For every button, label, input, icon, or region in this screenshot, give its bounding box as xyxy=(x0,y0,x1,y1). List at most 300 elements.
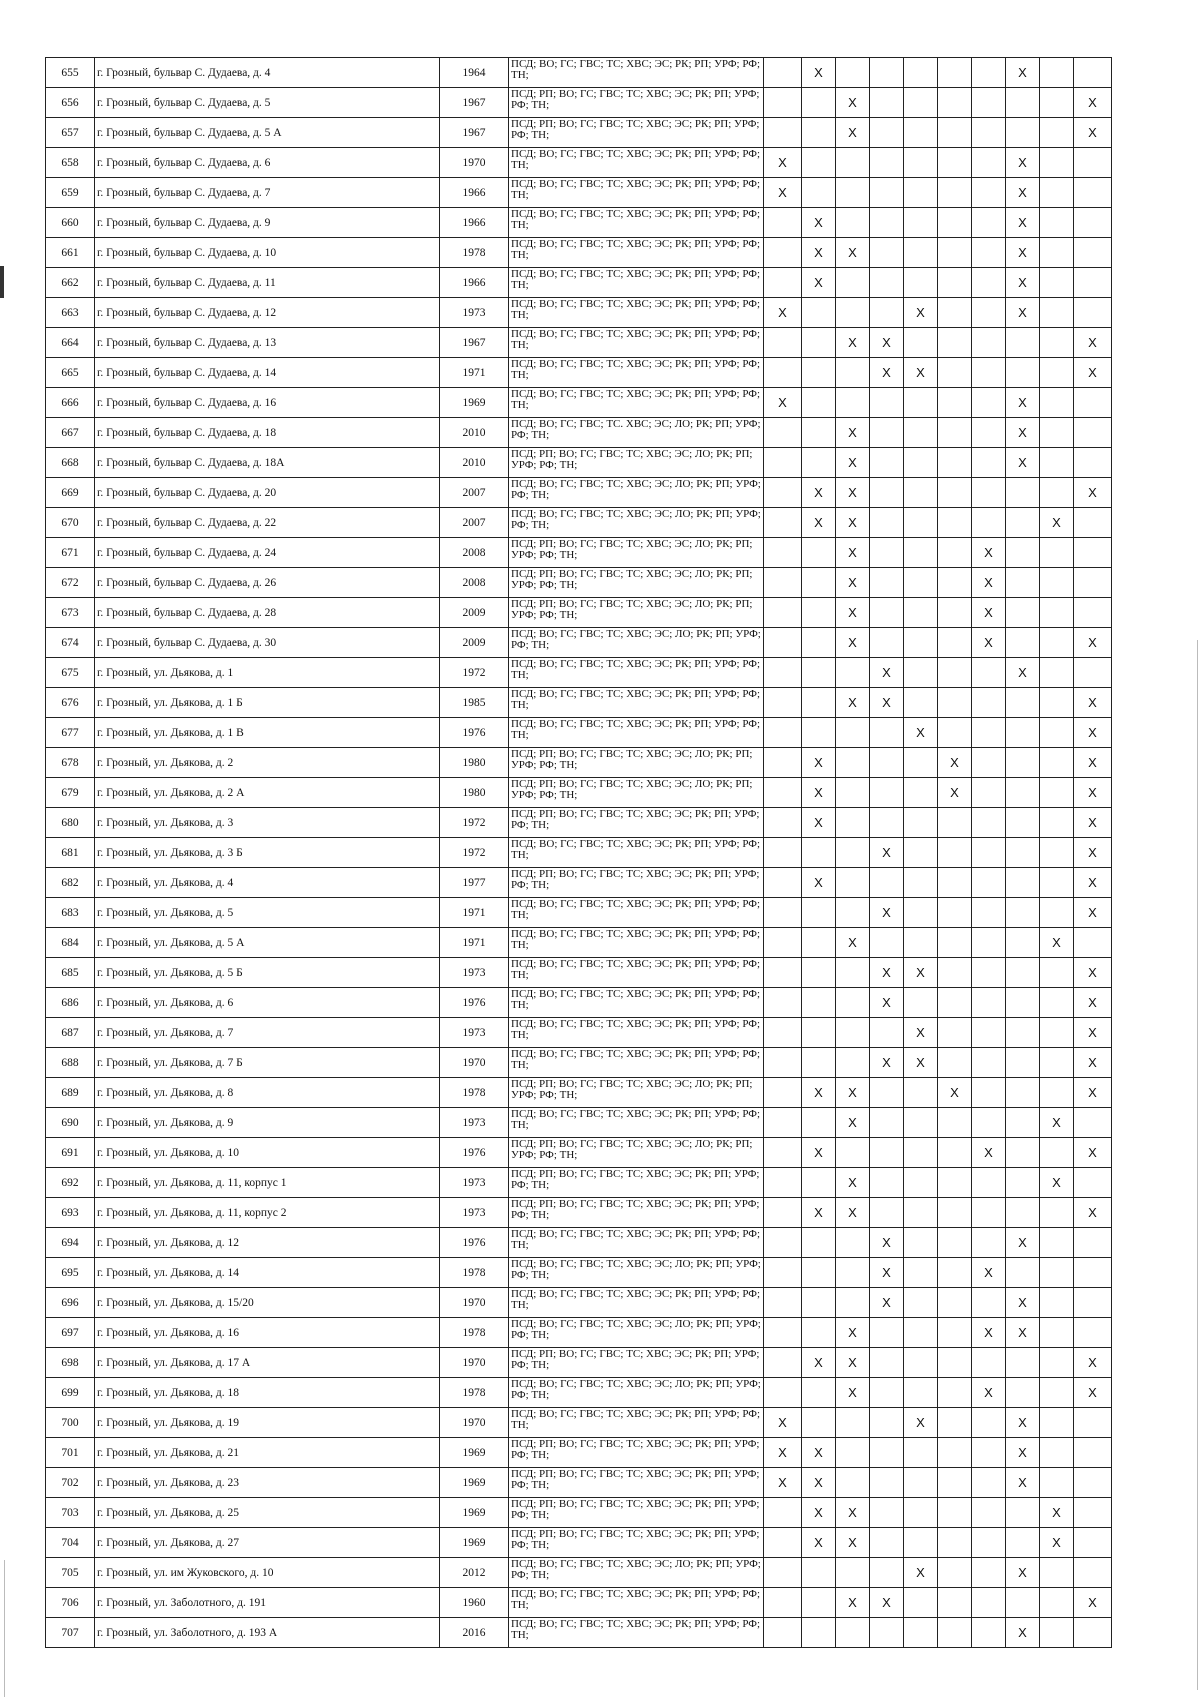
mark-cell xyxy=(1006,1348,1040,1378)
mark-cell-checked: X xyxy=(1074,1348,1112,1378)
mark-cell xyxy=(972,1228,1006,1258)
year-cell: 1973 xyxy=(440,1018,509,1048)
row-number-cell: 672 xyxy=(46,568,95,598)
mark-cell xyxy=(938,268,972,298)
systems-cell: ПСД; РП; ВО; ГС; ГВС; ТС; ХВС; ЭС; РК; РП; УРФ; РФ; ТН; xyxy=(509,808,764,838)
systems-cell: ПСД; РП; ВО; ГС; ГВС; ТС; ХВС; ЭС; РК; РП; УРФ; РФ; ТН; xyxy=(509,1498,764,1528)
mark-cell xyxy=(764,688,802,718)
mark-cell xyxy=(1040,688,1074,718)
mark-cell xyxy=(904,178,938,208)
mark-cell xyxy=(802,298,836,328)
table-row xyxy=(46,208,1112,238)
mark-cell-checked: X xyxy=(938,748,972,778)
mark-cell-checked: X xyxy=(904,1558,938,1588)
mark-cell-checked: X xyxy=(836,238,870,268)
year-cell: 1973 xyxy=(440,1168,509,1198)
mark-cell xyxy=(1040,1588,1074,1618)
mark-cell xyxy=(1074,1318,1112,1348)
mark-cell-checked: X xyxy=(836,1498,870,1528)
year-cell: 2012 xyxy=(440,1558,509,1588)
mark-cell-checked: X xyxy=(870,358,904,388)
systems-cell: ПСД; ВО; ГС; ГВС; ТС; ХВС; ЭС; РК; РП; УРФ; РФ; ТН; xyxy=(509,238,764,268)
mark-cell xyxy=(764,808,802,838)
mark-cell xyxy=(1006,478,1040,508)
mark-cell xyxy=(1074,928,1112,958)
mark-cell-checked: X xyxy=(904,1408,938,1438)
address-cell: г. Грозный, ул. Дьякова, д. 3 Б xyxy=(95,838,440,868)
mark-cell xyxy=(764,1498,802,1528)
address-cell: г. Грозный, бульвар С. Дудаева, д. 10 xyxy=(95,238,440,268)
mark-cell xyxy=(870,508,904,538)
mark-cell-checked: X xyxy=(1074,1018,1112,1048)
mark-cell xyxy=(938,1288,972,1318)
year-cell: 2010 xyxy=(440,418,509,448)
systems-cell: ПСД; ВО; ГС; ГВС; ТС; ХВС; ЭС; ЛО; РК; РП; УРФ; РФ; ТН; xyxy=(509,1258,764,1288)
mark-cell xyxy=(1006,718,1040,748)
mark-cell xyxy=(802,958,836,988)
table-row xyxy=(46,1558,1112,1588)
year-cell: 1967 xyxy=(440,118,509,148)
row-number-cell: 689 xyxy=(46,1078,95,1108)
mark-cell xyxy=(870,388,904,418)
table-row xyxy=(46,838,1112,868)
mark-cell xyxy=(972,1108,1006,1138)
mark-cell xyxy=(870,1468,904,1498)
mark-cell xyxy=(938,448,972,478)
mark-cell xyxy=(836,298,870,328)
mark-cell-checked: X xyxy=(1006,1318,1040,1348)
mark-cell-checked: X xyxy=(870,328,904,358)
mark-cell-checked: X xyxy=(972,1258,1006,1288)
mark-cell xyxy=(1040,1468,1074,1498)
mark-cell xyxy=(836,1468,870,1498)
address-cell: г. Грозный, ул. Дьякова, д. 7 xyxy=(95,1018,440,1048)
mark-cell xyxy=(1040,748,1074,778)
mark-cell-checked: X xyxy=(1006,388,1040,418)
mark-cell xyxy=(904,88,938,118)
mark-cell xyxy=(1006,598,1040,628)
address-cell: г. Грозный, ул. Дьякова, д. 1 xyxy=(95,658,440,688)
address-cell: г. Грозный, ул. Дьякова, д. 11, корпус 2 xyxy=(95,1198,440,1228)
mark-cell xyxy=(972,148,1006,178)
systems-cell: ПСД; ВО; ГС; ГВС; ТС; ХВС; ЭС; РК; РП; УРФ; РФ; ТН; xyxy=(509,898,764,928)
mark-cell-checked: X xyxy=(802,1468,836,1498)
row-number-cell: 679 xyxy=(46,778,95,808)
row-number-cell: 676 xyxy=(46,688,95,718)
mark-cell xyxy=(870,1018,904,1048)
mark-cell xyxy=(764,868,802,898)
mark-cell xyxy=(764,1108,802,1138)
table-row xyxy=(46,1588,1112,1618)
systems-cell: ПСД; РП; ВО; ГС; ГВС; ТС; ХВС; ЭС; РК; РП; УРФ; РФ; ТН; xyxy=(509,1468,764,1498)
mark-cell xyxy=(836,1558,870,1588)
systems-cell: ПСД; ВО; ГС; ГВС; ТС; ХВС; ЭС; РК; РП; УРФ; РФ; ТН; xyxy=(509,1228,764,1258)
mark-cell-checked: X xyxy=(870,658,904,688)
mark-cell xyxy=(938,718,972,748)
mark-cell xyxy=(1006,88,1040,118)
mark-cell xyxy=(1074,418,1112,448)
mark-cell xyxy=(972,1468,1006,1498)
mark-cell xyxy=(870,418,904,448)
mark-cell-checked: X xyxy=(764,1408,802,1438)
year-cell: 2009 xyxy=(440,598,509,628)
mark-cell-checked: X xyxy=(764,1438,802,1468)
mark-cell xyxy=(904,568,938,598)
mark-cell xyxy=(764,988,802,1018)
mark-cell xyxy=(972,478,1006,508)
year-cell: 1969 xyxy=(440,1438,509,1468)
mark-cell xyxy=(972,718,1006,748)
mark-cell-checked: X xyxy=(802,58,836,88)
row-number-cell: 691 xyxy=(46,1138,95,1168)
mark-cell xyxy=(870,1348,904,1378)
mark-cell-checked: X xyxy=(802,778,836,808)
systems-cell: ПСД; ВО; ГС; ГВС; ТС; ХВС; ЭС; ЛО; РК; РП; УРФ; РФ; ТН; xyxy=(509,1378,764,1408)
mark-cell xyxy=(836,148,870,178)
mark-cell xyxy=(1040,1288,1074,1318)
mark-cell xyxy=(938,1378,972,1408)
mark-cell xyxy=(764,268,802,298)
mark-cell-checked: X xyxy=(870,898,904,928)
mark-cell xyxy=(870,808,904,838)
systems-cell: ПСД; РП; ВО; ГС; ГВС; ТС; ХВС; ЭС; ЛО; РК; РП; УРФ; РФ; ТН; xyxy=(509,448,764,478)
year-cell: 1972 xyxy=(440,658,509,688)
year-cell: 1977 xyxy=(440,868,509,898)
address-cell: г. Грозный, бульвар С. Дудаева, д. 5 xyxy=(95,88,440,118)
row-number-cell: 670 xyxy=(46,508,95,538)
mark-cell xyxy=(972,208,1006,238)
mark-cell xyxy=(870,448,904,478)
table-row xyxy=(46,1198,1112,1228)
mark-cell xyxy=(802,1258,836,1288)
mark-cell xyxy=(972,358,1006,388)
mark-cell-checked: X xyxy=(1006,1408,1040,1438)
mark-cell-checked: X xyxy=(1040,1108,1074,1138)
mark-cell xyxy=(1040,1138,1074,1168)
mark-cell xyxy=(972,898,1006,928)
systems-cell: ПСД; ВО; ГС; ГВС; ТС; ХВС; ЭС; РК; РП; УРФ; РФ; ТН; xyxy=(509,658,764,688)
mark-cell xyxy=(938,508,972,538)
mark-cell xyxy=(802,718,836,748)
mark-cell xyxy=(764,508,802,538)
mark-cell xyxy=(1040,538,1074,568)
mark-cell xyxy=(972,688,1006,718)
mark-cell xyxy=(764,1318,802,1348)
mark-cell xyxy=(904,1378,938,1408)
mark-cell-checked: X xyxy=(1006,58,1040,88)
mark-cell xyxy=(938,88,972,118)
mark-cell-checked: X xyxy=(1006,1558,1040,1588)
year-cell: 1973 xyxy=(440,1108,509,1138)
row-number-cell: 703 xyxy=(46,1498,95,1528)
address-cell: г. Грозный, ул. Дьякова, д. 5 Б xyxy=(95,958,440,988)
year-cell: 1966 xyxy=(440,178,509,208)
mark-cell xyxy=(938,808,972,838)
mark-cell xyxy=(1006,1198,1040,1228)
mark-cell xyxy=(1040,1408,1074,1438)
mark-cell xyxy=(836,358,870,388)
mark-cell-checked: X xyxy=(836,1078,870,1108)
year-cell: 1972 xyxy=(440,808,509,838)
systems-cell: ПСД; ВО; ГС; ГВС; ТС; ХВС; ЭС; РК; РП; УРФ; РФ; ТН; xyxy=(509,958,764,988)
mark-cell xyxy=(904,748,938,778)
mark-cell xyxy=(1040,88,1074,118)
mark-cell xyxy=(836,1228,870,1258)
mark-cell xyxy=(938,658,972,688)
row-number-cell: 669 xyxy=(46,478,95,508)
address-cell: г. Грозный, бульвар С. Дудаева, д. 22 xyxy=(95,508,440,538)
mark-cell xyxy=(802,928,836,958)
address-cell: г. Грозный, ул. Дьякова, д. 1 Б xyxy=(95,688,440,718)
mark-cell xyxy=(764,958,802,988)
row-number-cell: 697 xyxy=(46,1318,95,1348)
mark-cell xyxy=(870,1198,904,1228)
row-number-cell: 677 xyxy=(46,718,95,748)
year-cell: 1976 xyxy=(440,1228,509,1258)
mark-cell xyxy=(938,1198,972,1228)
mark-cell xyxy=(938,1408,972,1438)
mark-cell xyxy=(764,538,802,568)
row-number-cell: 696 xyxy=(46,1288,95,1318)
mark-cell xyxy=(764,58,802,88)
year-cell: 1976 xyxy=(440,718,509,748)
mark-cell xyxy=(1074,178,1112,208)
mark-cell xyxy=(764,1048,802,1078)
row-number-cell: 692 xyxy=(46,1168,95,1198)
mark-cell xyxy=(764,328,802,358)
mark-cell xyxy=(972,1558,1006,1588)
mark-cell xyxy=(802,838,836,868)
systems-cell: ПСД; ВО; ГС; ГВС; ТС; ХВС; ЭС; РК; РП; УРФ; РФ; ТН; xyxy=(509,178,764,208)
mark-cell-checked: X xyxy=(836,598,870,628)
address-cell: г. Грозный, бульвар С. Дудаева, д. 30 xyxy=(95,628,440,658)
mark-cell xyxy=(1074,1618,1112,1648)
address-cell: г. Грозный, бульвар С. Дудаева, д. 12 xyxy=(95,298,440,328)
mark-cell-checked: X xyxy=(1074,688,1112,718)
systems-cell: ПСД; РП; ВО; ГС; ГВС; ТС; ХВС; ЭС; ЛО; РК; РП; УРФ; РФ; ТН; xyxy=(509,1078,764,1108)
mark-cell xyxy=(764,208,802,238)
mark-cell xyxy=(904,508,938,538)
year-cell: 1964 xyxy=(440,58,509,88)
mark-cell xyxy=(972,868,1006,898)
table-row xyxy=(46,58,1112,88)
systems-cell: ПСД; РП; ВО; ГС; ГВС; ТС; ХВС; ЭС; РК; РП; УРФ; РФ; ТН; xyxy=(509,118,764,148)
mark-cell xyxy=(972,1438,1006,1468)
mark-cell-checked: X xyxy=(1074,628,1112,658)
mark-cell xyxy=(1006,988,1040,1018)
mark-cell xyxy=(938,298,972,328)
systems-cell: ПСД; ВО; ГС; ГВС; ТС; ХВС; ЭС; РК; РП; УРФ; РФ; ТН; xyxy=(509,388,764,418)
mark-cell xyxy=(1074,148,1112,178)
mark-cell xyxy=(1040,1348,1074,1378)
mark-cell xyxy=(1040,1078,1074,1108)
address-cell: г. Грозный, ул. Дьякова, д. 4 xyxy=(95,868,440,898)
mark-cell xyxy=(1006,508,1040,538)
mark-cell-checked: X xyxy=(1006,658,1040,688)
mark-cell xyxy=(1040,1198,1074,1228)
mark-cell xyxy=(1040,868,1074,898)
mark-cell xyxy=(764,718,802,748)
mark-cell xyxy=(1006,958,1040,988)
mark-cell xyxy=(1040,448,1074,478)
mark-cell xyxy=(870,1558,904,1588)
mark-cell-checked: X xyxy=(904,1048,938,1078)
row-number-cell: 690 xyxy=(46,1108,95,1138)
mark-cell xyxy=(972,1168,1006,1198)
row-number-cell: 655 xyxy=(46,58,95,88)
address-cell: г. Грозный, ул. Дьякова, д. 27 xyxy=(95,1528,440,1558)
mark-cell xyxy=(938,1498,972,1528)
mark-cell xyxy=(802,1408,836,1438)
systems-cell: ПСД; ВО; ГС; ГВС; ТС; ХВС; ЭС; ЛО; РК; РП; УРФ; РФ; ТН; xyxy=(509,478,764,508)
systems-cell: ПСД; РП; ВО; ГС; ГВС; ТС; ХВС; ЭС; ЛО; РК; РП; УРФ; РФ; ТН; xyxy=(509,748,764,778)
mark-cell xyxy=(1006,1498,1040,1528)
table-row xyxy=(46,328,1112,358)
mark-cell xyxy=(802,358,836,388)
row-number-cell: 701 xyxy=(46,1438,95,1468)
mark-cell xyxy=(972,1528,1006,1558)
table-row xyxy=(46,1348,1112,1378)
mark-cell xyxy=(802,88,836,118)
mark-cell-checked: X xyxy=(972,538,1006,568)
systems-cell: ПСД; РП; ВО; ГС; ГВС; ТС; ХВС; ЭС; ЛО; РК; РП; УРФ; РФ; ТН; xyxy=(509,538,764,568)
address-cell: г. Грозный, бульвар С. Дудаева, д. 26 xyxy=(95,568,440,598)
table-row xyxy=(46,868,1112,898)
table-row xyxy=(46,898,1112,928)
mark-cell xyxy=(904,868,938,898)
mark-cell xyxy=(904,838,938,868)
mark-cell xyxy=(904,628,938,658)
mark-cell xyxy=(764,838,802,868)
mark-cell xyxy=(904,928,938,958)
mark-cell xyxy=(938,328,972,358)
mark-cell xyxy=(938,568,972,598)
mark-cell xyxy=(1040,58,1074,88)
mark-cell-checked: X xyxy=(1074,1378,1112,1408)
mark-cell xyxy=(972,268,1006,298)
table-row xyxy=(46,1498,1112,1528)
table-row xyxy=(46,418,1112,448)
mark-cell xyxy=(938,628,972,658)
mark-cell-checked: X xyxy=(938,1078,972,1108)
row-number-cell: 673 xyxy=(46,598,95,628)
systems-cell: ПСД; ВО; ГС; ГВС; ТС; ХВС; ЭС; РК; РП; УРФ; РФ; ТН; xyxy=(509,148,764,178)
row-number-cell: 702 xyxy=(46,1468,95,1498)
mark-cell xyxy=(1040,1618,1074,1648)
systems-cell: ПСД; ВО; ГС; ГВС; ТС; ХВС; ЭС; РК; РП; УРФ; РФ; ТН; xyxy=(509,718,764,748)
mark-cell xyxy=(1040,118,1074,148)
mark-cell xyxy=(972,328,1006,358)
mark-cell-checked: X xyxy=(1074,748,1112,778)
year-cell: 2009 xyxy=(440,628,509,658)
address-cell: г. Грозный, бульвар С. Дудаева, д. 18А xyxy=(95,448,440,478)
mark-cell xyxy=(904,1438,938,1468)
mark-cell xyxy=(764,748,802,778)
mark-cell xyxy=(764,358,802,388)
year-cell: 2010 xyxy=(440,448,509,478)
mark-cell xyxy=(938,1108,972,1138)
year-cell: 1980 xyxy=(440,748,509,778)
mark-cell xyxy=(1040,328,1074,358)
mark-cell xyxy=(1040,418,1074,448)
row-number-cell: 684 xyxy=(46,928,95,958)
mark-cell xyxy=(972,418,1006,448)
mark-cell xyxy=(870,628,904,658)
mark-cell-checked: X xyxy=(836,928,870,958)
mark-cell xyxy=(870,748,904,778)
mark-cell xyxy=(904,208,938,238)
year-cell: 2007 xyxy=(440,478,509,508)
mark-cell xyxy=(972,988,1006,1018)
mark-cell xyxy=(764,598,802,628)
mark-cell xyxy=(802,1288,836,1318)
mark-cell xyxy=(764,1588,802,1618)
mark-cell-checked: X xyxy=(836,418,870,448)
mark-cell xyxy=(904,778,938,808)
mark-cell xyxy=(938,1348,972,1378)
mark-cell xyxy=(904,898,938,928)
mark-cell xyxy=(1006,748,1040,778)
mark-cell xyxy=(836,268,870,298)
table-row xyxy=(46,538,1112,568)
table-row xyxy=(46,298,1112,328)
mark-cell xyxy=(972,508,1006,538)
mark-cell xyxy=(938,1558,972,1588)
mark-cell xyxy=(870,1168,904,1198)
systems-cell: ПСД; ВО; ГС; ГВС; ТС; ХВС; ЭС; ЛО; РК; РП; УРФ; РФ; ТН; xyxy=(509,1558,764,1588)
mark-cell-checked: X xyxy=(972,568,1006,598)
mark-cell-checked: X xyxy=(802,1138,836,1168)
row-number-cell: 660 xyxy=(46,208,95,238)
mark-cell xyxy=(1040,718,1074,748)
mark-cell xyxy=(764,898,802,928)
address-cell: г. Грозный, ул. Заболотного, д. 191 xyxy=(95,1588,440,1618)
table-row xyxy=(46,1408,1112,1438)
row-number-cell: 656 xyxy=(46,88,95,118)
mark-cell xyxy=(972,1618,1006,1648)
table-row xyxy=(46,118,1112,148)
systems-cell: ПСД; ВО; ГС; ГВС; ТС; ХВС; ЭС; РК; РП; УРФ; РФ; ТН; xyxy=(509,988,764,1018)
address-cell: г. Грозный, ул. Дьякова, д. 5 xyxy=(95,898,440,928)
mark-cell xyxy=(870,868,904,898)
mark-cell xyxy=(802,898,836,928)
table-row xyxy=(46,88,1112,118)
year-cell: 1970 xyxy=(440,1408,509,1438)
mark-cell xyxy=(938,238,972,268)
mark-cell xyxy=(1006,688,1040,718)
table-row xyxy=(46,928,1112,958)
address-cell: г. Грозный, бульвар С. Дудаева, д. 7 xyxy=(95,178,440,208)
year-cell: 2008 xyxy=(440,538,509,568)
mark-cell-checked: X xyxy=(1006,1468,1040,1498)
mark-cell xyxy=(1006,1138,1040,1168)
mark-cell xyxy=(1074,1438,1112,1468)
mark-cell-checked: X xyxy=(1074,1588,1112,1618)
mark-cell xyxy=(1040,808,1074,838)
table-row xyxy=(46,1258,1112,1288)
mark-cell xyxy=(904,388,938,418)
mark-cell-checked: X xyxy=(802,208,836,238)
mark-cell xyxy=(802,1318,836,1348)
table-row xyxy=(46,1288,1112,1318)
mark-cell xyxy=(1006,1018,1040,1048)
mark-cell xyxy=(972,178,1006,208)
mark-cell-checked: X xyxy=(938,778,972,808)
mark-cell xyxy=(870,538,904,568)
mark-cell-checked: X xyxy=(1006,298,1040,328)
mark-cell-checked: X xyxy=(1006,1228,1040,1258)
systems-cell: ПСД; ВО; ГС; ГВС; ТС; ХВС; ЭС; РК; РП; УРФ; РФ; ТН; xyxy=(509,838,764,868)
